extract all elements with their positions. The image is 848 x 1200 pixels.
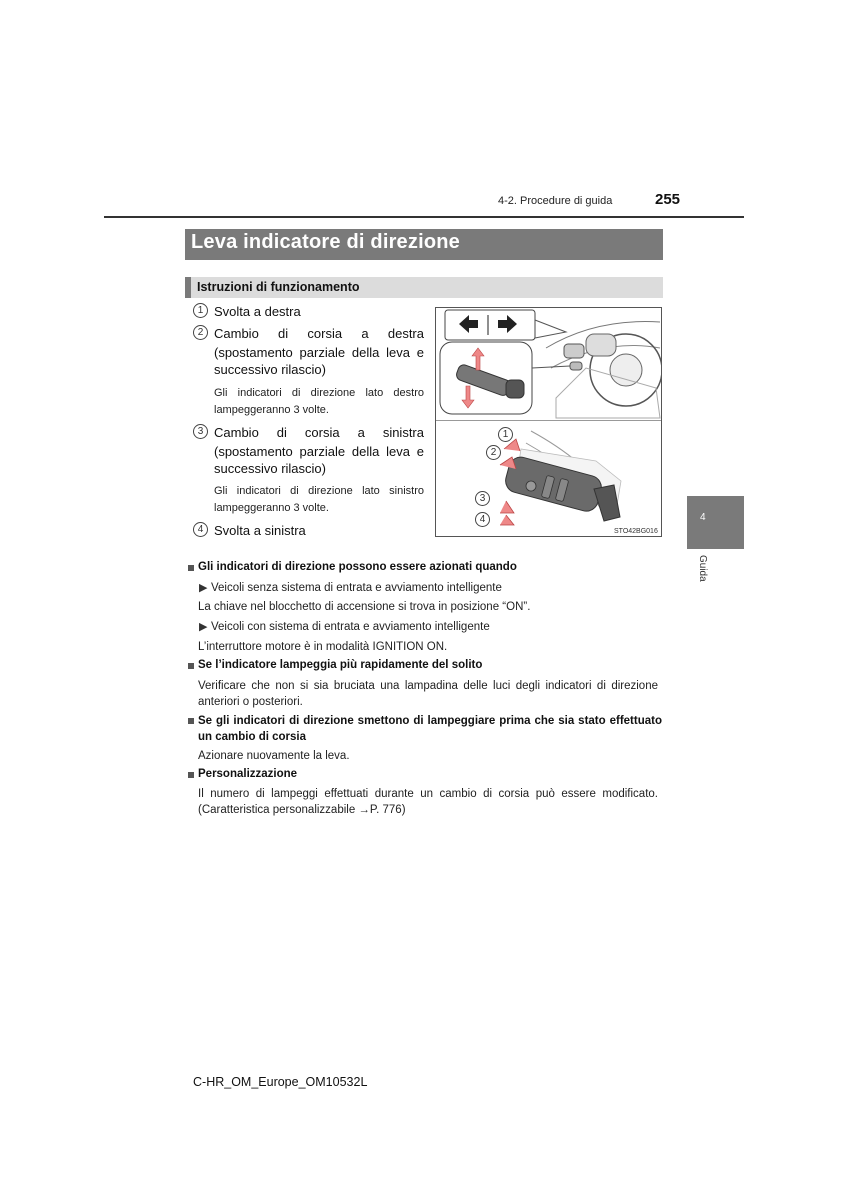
document-code: C-HR_OM_Europe_OM10532L — [193, 1075, 368, 1089]
figure-callout-2: 2 — [486, 445, 501, 460]
figure-code: STO42BG016 — [614, 528, 658, 535]
note-1-sub-2: Veicoli con sistema di entrata e avviamento intelligente — [211, 621, 490, 633]
subheading: Istruzioni di funzionamento — [197, 280, 360, 294]
chapter-tab — [687, 496, 744, 549]
bullet-square-icon — [188, 772, 194, 778]
dashboard-illustration — [436, 308, 661, 420]
note-3-text: Azionare nuovamente la leva. — [198, 750, 350, 762]
bullet-square-icon — [188, 663, 194, 669]
step-2-line-1: Cambio di corsia a destra — [214, 326, 424, 341]
figure-callout-3: 3 — [475, 491, 490, 506]
note-1-sub-1: Veicoli senza sistema di entrata e avviamento intelligente — [211, 582, 502, 594]
chapter-tab-label: Guida — [697, 555, 708, 582]
note-1-text-2: L’interruttore motore è in modalità IGNITION ON. — [198, 641, 448, 653]
figure-callout-4: 4 — [475, 512, 490, 527]
chapter-tab-number: 4 — [700, 512, 706, 523]
step-2-line-2: (spostamento parziale della leva e — [214, 345, 424, 360]
triangle-bullet-icon: ▶ — [199, 582, 208, 594]
step-4-text: Svolta a sinistra — [214, 523, 306, 538]
step-1-text: Svolta a destra — [214, 304, 301, 319]
lever-illustration — [436, 421, 661, 527]
running-header-section: 4-2. Procedure di guida — [498, 195, 613, 207]
step-2-line-3: successivo rilascio) — [214, 362, 326, 377]
step-2-number: 2 — [193, 325, 208, 340]
note-4-text: Il numero di lampeggi effettuati durante un cambio di corsia può essere modificato. (Caratteristica personalizzabile →P. 776) — [198, 788, 658, 816]
subheading-marker — [185, 277, 191, 298]
bullet-square-icon — [188, 718, 194, 724]
step-1-number: 1 — [193, 303, 208, 318]
bullet-square-icon — [188, 565, 194, 571]
note-4-heading: Personalizzazione — [198, 768, 298, 780]
step-3-line-2: (spostamento parziale della leva e — [214, 444, 424, 459]
step-4-number: 4 — [193, 522, 208, 537]
note-1-text-1: La chiave nel blocchetto di accensione si trova in posizione “ON”. — [198, 601, 531, 613]
page-number: 255 — [655, 191, 681, 208]
step-3-number: 3 — [193, 424, 208, 439]
figure-callout-1: 1 — [498, 427, 513, 442]
header-rule — [104, 216, 744, 218]
note-3-heading: Se gli indicatori di direzione smettono di lampeggiare prima che sia stato effettuato un cambio di corsia — [198, 715, 662, 743]
step-3-note: Gli indicatori di direzione lato sinistro lampeggeranno 3 volte. — [214, 485, 424, 514]
note-2-heading: Se l’indicatore lampeggia più rapidamente del solito — [198, 659, 483, 671]
page-title: Leva indicatore di direzione — [191, 231, 460, 253]
step-3-line-3: successivo rilascio) — [214, 461, 326, 476]
step-3-line-1: Cambio di corsia a sinistra — [214, 425, 424, 440]
triangle-bullet-icon: ▶ — [199, 621, 208, 633]
note-1-heading: Gli indicatori di direzione possono essere azionati quando — [198, 561, 517, 573]
step-2-note: Gli indicatori di direzione lato destro lampeggeranno 3 volte. — [214, 387, 424, 416]
note-2-text: Verificare che non si sia bruciata una lampadina delle luci degli indicatori di direzione anteriori o posteriori. — [198, 680, 658, 708]
